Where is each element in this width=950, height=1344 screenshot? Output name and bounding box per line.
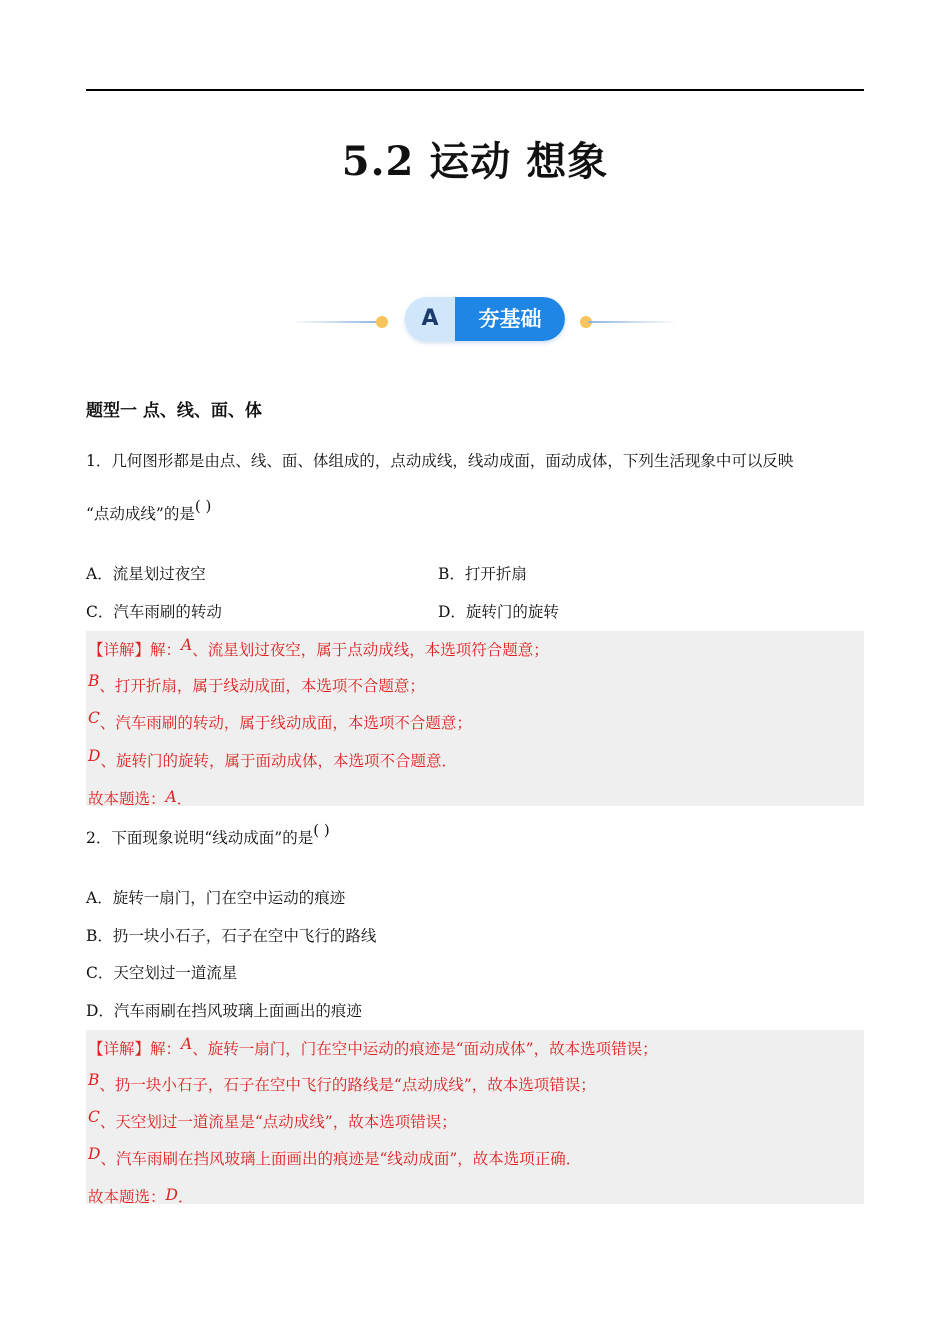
q1-answer-line5 xyxy=(88,787,192,809)
q2-answer-line5 xyxy=(88,1185,193,1207)
q2-answer-var-c: C xyxy=(88,1108,100,1126)
q1-stem-line1: 1．几何图形都是由点、线、面、体组成的，点动成线，线动成面，面动成体，下列生活现象中可以反映 xyxy=(86,452,794,470)
q2-paren: ( ) xyxy=(313,821,330,839)
q1-paren: ( ) xyxy=(194,497,212,515)
q1-option-a[interactable]: A．流星划过夜空 xyxy=(86,565,206,583)
q1-answer-box xyxy=(86,631,864,806)
banner-dot-left xyxy=(376,316,388,328)
q2-option-a[interactable]: A．旋转一扇门，门在空中运动的痕迹 xyxy=(86,889,346,907)
q2-stem xyxy=(86,821,330,848)
q1-answer-var-c: C xyxy=(88,709,100,727)
q2-stem-text: 2．下面现象说明“线动成面”的是 xyxy=(86,829,314,847)
q2-answer-text5: 故本题选： xyxy=(88,1188,166,1206)
q1-stem-text: “点动成线”的是 xyxy=(86,505,195,523)
q2-answer-line1 xyxy=(88,1037,658,1059)
q1-answer-text3: 、汽车雨刷的转动，属于线动成面，本选项不合题意； xyxy=(99,714,472,732)
q2-option-b[interactable]: B．扔一块小石子，石子在空中飞行的路线 xyxy=(86,927,377,945)
page-title: 5.2 运动 想象 xyxy=(341,138,609,185)
banner-letter: A xyxy=(421,306,439,331)
q1-answer-var-b: B xyxy=(88,672,100,690)
q2-answer-prefix: 【详解】解： xyxy=(88,1040,182,1058)
q2-answer-var-d: D xyxy=(88,1145,101,1163)
q1-answer-end: ． xyxy=(176,790,193,808)
banner-line-right xyxy=(588,321,678,323)
q2-answer-line2 xyxy=(88,1073,596,1095)
q1-stem-line2 xyxy=(86,497,212,524)
q1-answer-line2 xyxy=(88,674,425,696)
banner-line-left xyxy=(290,321,380,323)
q2-answer-text3: 、天空划过一道流星是“点动成线”，故本选项错误； xyxy=(99,1113,457,1131)
banner-pill xyxy=(405,297,565,341)
q2-option-d[interactable]: D．汽车雨刷在挡风玻璃上面画出的痕迹 xyxy=(86,1002,362,1020)
q1-option-d[interactable]: D．旋转门的旋转 xyxy=(438,603,559,621)
q2-answer-line3 xyxy=(88,1110,457,1132)
q1-answer-text2: 、打开折扇，属于线动成面，本选项不合题意； xyxy=(99,677,425,695)
q1-answer-prefix: 【详解】解： xyxy=(88,641,182,659)
q1-answer-text1: 、流星划过夜空，属于点动成线，本选项符合题意； xyxy=(192,641,549,659)
q2-answer-box xyxy=(86,1030,864,1204)
q1-answer-var-final: A xyxy=(165,788,177,806)
q1-answer-var-a: A xyxy=(181,636,193,654)
q1-answer-text4: 、旋转门的旋转，属于面动成体，本选项不合题意． xyxy=(100,752,457,770)
section-title: 题型一 点、线、面、体 xyxy=(86,401,262,421)
q2-answer-end: ． xyxy=(177,1188,194,1206)
q2-answer-var-b: B xyxy=(88,1071,100,1089)
q1-answer-line3 xyxy=(88,711,472,733)
q2-answer-line4 xyxy=(88,1147,581,1169)
q2-answer-var-a: A xyxy=(181,1035,193,1053)
q1-option-c[interactable]: C．汽车雨刷的转动 xyxy=(86,603,222,621)
q2-option-c[interactable]: C．天空划过一道流星 xyxy=(86,964,238,982)
q2-answer-text2: 、扔一块小石子，石子在空中飞行的路线是“点动成线”，故本选项错误； xyxy=(99,1076,596,1094)
q1-answer-line4 xyxy=(88,749,457,771)
q1-answer-var-d: D xyxy=(88,747,101,765)
q2-answer-text4: 、汽车雨刷在挡风玻璃上面画出的痕迹是“线动成面”，故本选项正确． xyxy=(100,1150,582,1168)
q1-option-b[interactable]: B．打开折扇 xyxy=(438,565,527,583)
section-banner xyxy=(290,294,680,344)
q1-answer-line1 xyxy=(88,638,549,660)
q2-answer-var-final: D xyxy=(165,1186,178,1204)
header-rule xyxy=(86,89,864,91)
q2-answer-text1: 、旋转一扇门，门在空中运动的痕迹是“面动成体”，故本选项错误； xyxy=(192,1040,658,1058)
banner-label: 夯基础 xyxy=(455,297,565,341)
q1-answer-text5: 故本题选： xyxy=(88,790,166,808)
